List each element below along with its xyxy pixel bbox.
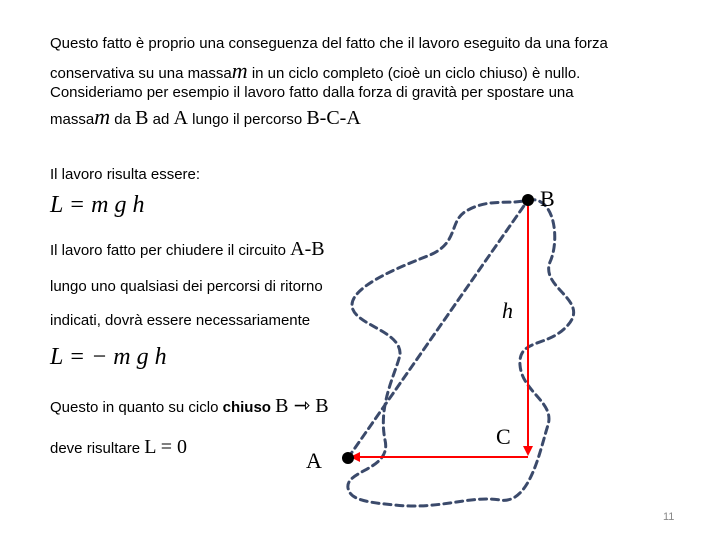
para-line-3: Consideriamo per esempio il lavoro fatto dalla forza di gravità per spostare una [50, 84, 574, 101]
para-line-4d: lungo il percorso [187, 111, 307, 128]
point-A-text: A [173, 107, 188, 129]
mass-symbol-2: m [94, 104, 111, 129]
label-h: h [502, 298, 513, 323]
result-text: deve risultare [50, 440, 145, 457]
point-B-dot [522, 194, 534, 206]
para-line-4a: massa [50, 111, 95, 128]
para-line-2a: conservativa su una massa [50, 65, 232, 82]
reason-bold: chiuso [222, 399, 271, 416]
para-line-2b: in un ciclo completo (cioè un ciclo chiuso) è nullo. [247, 65, 581, 82]
work-intro: Il lavoro risulta essere: [50, 166, 201, 183]
para-line-4b: da [110, 111, 136, 128]
point-A-dot [342, 452, 354, 464]
formula-work-positive: L = m g h [50, 192, 145, 218]
label-C: C [496, 424, 511, 449]
path-BB-text: B ⇾ B [275, 395, 329, 417]
point-B-text: B [135, 107, 149, 129]
path-BCA-text: B-C-A [306, 107, 361, 129]
mass-symbol: m [231, 58, 248, 83]
reason-text: Questo in quanto su ciclo [50, 399, 223, 416]
label-B: B [540, 186, 555, 211]
para-line-1: Questo fatto è proprio una conseguenza del fatto che il lavoro eseguito da una forza [50, 35, 608, 52]
para-line-4c: ad [148, 111, 174, 128]
closing-text-a: Il lavoro fatto per chiudere il circuito [50, 242, 291, 259]
label-A: A [306, 448, 322, 473]
closing-line-3: indicati, dovrà essere necessariamente [50, 312, 311, 329]
formula-zero: L = 0 [144, 436, 187, 458]
closing-line-2: lungo uno qualsiasi dei percorsi di ritorno [50, 278, 323, 295]
return-path-diagonal [348, 200, 528, 458]
formula-work-negative: L = − m g h [50, 344, 167, 370]
return-path-loop [348, 200, 574, 506]
path-AB-text: A-B [290, 238, 325, 260]
page-number: 11 [663, 511, 675, 523]
